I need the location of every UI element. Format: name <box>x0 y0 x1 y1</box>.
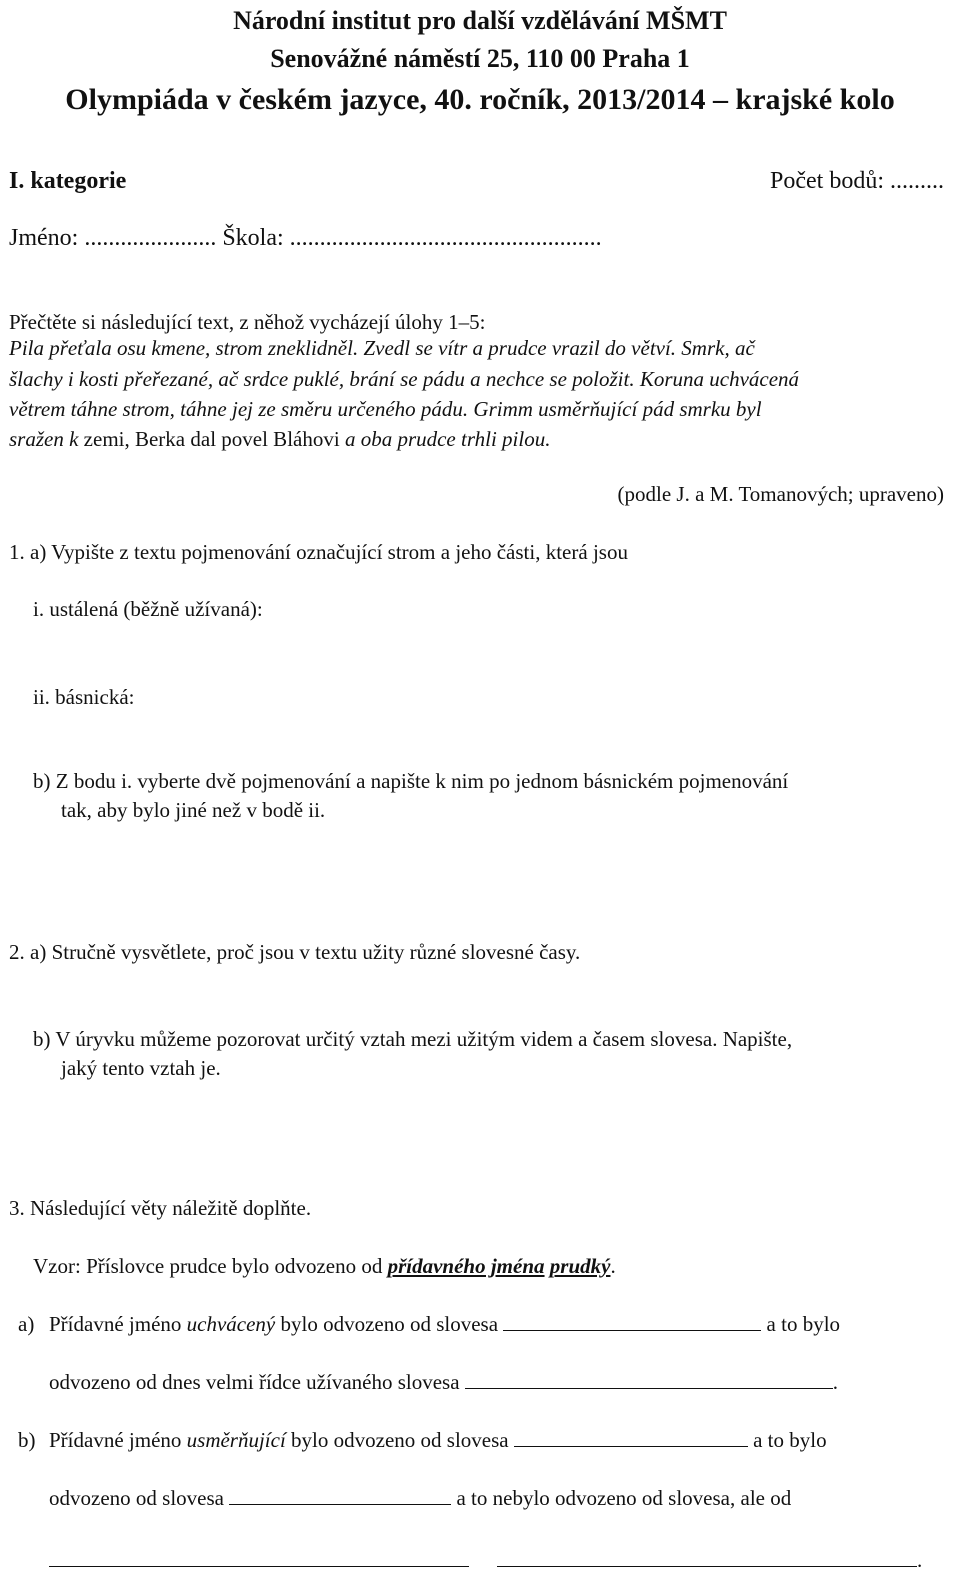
answer-blank[interactable] <box>497 1565 917 1567</box>
competition-title: Olympiáda v českém jazyce, 40. ročník, 2013/2014 – krajské kolo <box>65 83 895 116</box>
answer-blank[interactable] <box>503 1329 761 1331</box>
task-1a: 1. a) Vypište z textu pojmenování označující strom a jeho části, která jsou <box>9 540 628 564</box>
answer-blank[interactable] <box>514 1445 748 1447</box>
passage-line-2: šlachy i kosti přeřezané, ač srdce puklé, brání se pádu a nechce se položit. Koruna uchvácená <box>9 367 800 391</box>
task-1a-i: i. ustálená (běžně užívaná): <box>33 597 263 621</box>
task-3b-line-3: . <box>49 1548 922 1573</box>
task-3-example: Vzor: Příslovce prudce bylo odvozeno od přídavného jména prudký. <box>33 1254 616 1278</box>
task-2b-line-2: jaký tento vztah je. <box>61 1056 221 1080</box>
institute-title: Národní institut pro další vzdělávání MŠMT <box>233 6 727 35</box>
institute-address: Senovážné náměstí 25, 110 00 Praha 1 <box>270 44 690 73</box>
task-3b-line-2: odvozeno od slovesa a to nebylo odvozeno od slovesa, ale od <box>49 1486 792 1510</box>
task-3: 3. Následující věty náležitě doplňte. <box>9 1196 312 1220</box>
name-label: Jméno: ...................... <box>9 225 217 251</box>
answer-blank[interactable] <box>577 1387 833 1389</box>
task-1a-ii: ii. básnická: <box>33 685 135 709</box>
passage-line-4: sražen k zemi, Berka dal povel Bláhovi a oba prudce trhli pilou. <box>9 427 551 451</box>
answer-blank[interactable] <box>465 1387 577 1389</box>
school-label: Škola: .................................................... <box>222 225 602 251</box>
category-label: I. kategorie <box>9 168 127 194</box>
task-3a-label: a) <box>18 1312 35 1336</box>
task-3a-line-1: Přídavné jméno uchvácený bylo odvozeno od slovesa a to bylo <box>49 1312 841 1336</box>
task-3a-line-2: odvozeno od dnes velmi řídce užívaného slovesa . <box>49 1370 839 1394</box>
passage-intro: Přečtěte si následující text, z něhož vycházejí úlohy 1–5: <box>9 310 486 334</box>
answer-blank[interactable] <box>49 1565 469 1567</box>
task-1b-line-1: b) Z bodu i. vyberte dvě pojmenování a napište k nim po jednom básnickém pojmenování <box>33 769 789 793</box>
passage-source: (podle J. a M. Tomanových; upraveno) <box>617 482 944 506</box>
task-2b-line-1: b) V úryvku můžeme pozorovat určitý vztah mezi užitým videm a časem slovesa. Napište, <box>33 1027 793 1051</box>
task-2a: 2. a) Stručně vysvětlete, proč jsou v textu užity různé slovesné časy. <box>9 940 581 964</box>
task-3b-label: b) <box>18 1428 36 1452</box>
passage-line-1: Pila přeťala osu kmene, strom zneklidněl. Zvedl se vítr a prudce vrazil do větví. Smrk, ač <box>9 336 755 360</box>
task-1b-line-2: tak, aby bylo jiné než v bodě ii. <box>61 798 326 822</box>
name-field <box>9 225 602 252</box>
points-field: Počet bodů: ......... <box>770 168 944 194</box>
task-3b-line-1: Přídavné jméno usměrňující bylo odvozeno od slovesa a to bylo <box>49 1428 827 1452</box>
answer-blank[interactable] <box>229 1503 451 1505</box>
passage-line-3: větrem táhne strom, táhne jej ze směru určeného pádu. Grimm usměrňující pád smrku byl <box>9 397 762 421</box>
